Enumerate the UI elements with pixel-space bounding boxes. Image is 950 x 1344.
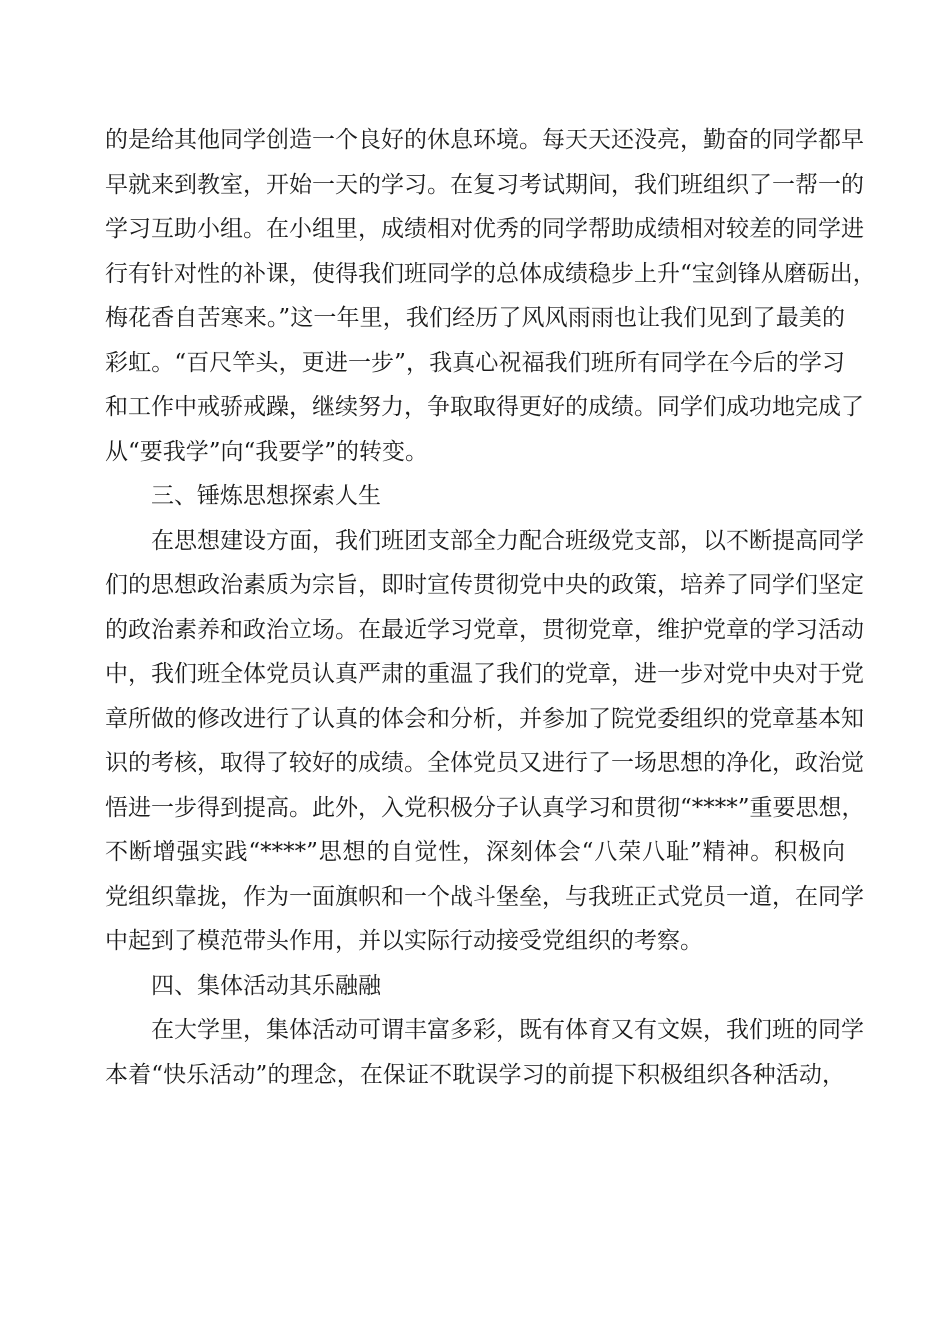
- paragraph-line: 中，我们班全体党员认真严肃的重温了我们的党章，进一步对党中央对于党: [105, 661, 864, 687]
- paragraph-line: 悟进一步得到提高。此外，入党积极分子认真学习和贯彻“****”重要思想，: [105, 794, 865, 821]
- document-body: [105, 118, 876, 1097]
- paragraph-line: 的政治素养和政治立场。在最近学习党章，贯彻党章，维护党章的学习活动: [105, 616, 864, 643]
- paragraph-line: 章所做的修改进行了认真的体会和分析，并参加了院党委组织的党章基本知: [105, 705, 864, 732]
- paragraph-line: 本着“快乐活动”的理念，在保证不耽误学习的前提下积极组织各种活动，: [105, 1061, 845, 1088]
- section-heading: 四、集体活动其乐融融: [151, 972, 381, 999]
- paragraph-line: 彩虹。“百尺竿头，更进一步”，我真心祝福我们班所有同学在今后的学习: [105, 349, 845, 376]
- paragraph-line: 梅花香自苦寒来。”这一年里，我们经历了风风雨雨也让我们见到了最美的: [105, 305, 845, 331]
- paragraph-line: 不断增强实践“****”思想的自觉性，深刻体会“八荣八耻”精神。积极向: [105, 839, 845, 865]
- paragraph-line: 从“要我学”向“我要学”的转变。: [105, 438, 429, 465]
- paragraph-line: 党组织靠拢，作为一面旗帜和一个战斗堡垒，与我班正式党员一道，在同学: [105, 883, 864, 910]
- paragraph-line: 学习互助小组。在小组里，成绩相对优秀的同学帮助成绩相对较差的同学进: [105, 216, 864, 242]
- paragraph-line: 在思想建设方面，我们班团支部全力配合班级党支部，以不断提高同学: [151, 527, 864, 554]
- paragraph-line: 在大学里，集体活动可谓丰富多彩，既有体育又有文娱，我们班的同学: [151, 1017, 864, 1043]
- paragraph-line: 和工作中戒骄戒躁，继续努力，争取取得更好的成绩。同学们成功地完成了: [105, 394, 864, 420]
- paragraph-line: 行有针对性的补课，使得我们班同学的总体成绩稳步上升“宝剑锋从磨砺出，: [105, 260, 876, 287]
- paragraph-line: 们的思想政治素质为宗旨，即时宣传贯彻党中央的政策，培养了同学们坚定: [105, 572, 864, 598]
- paragraph-line: 早就来到教室，开始一天的学习。在复习考试期间，我们班组织了一帮一的: [105, 171, 864, 198]
- paragraph-line: 识的考核，取得了较好的成绩。全体党员又进行了一场思想的净化，政治觉: [105, 750, 864, 776]
- paragraph-line: 的是给其他同学创造一个良好的休息环境。每天天还没亮，勤奋的同学都早: [105, 127, 864, 153]
- section-heading: 三、锤炼思想探索人生: [151, 483, 381, 509]
- paragraph-line: 中起到了模范带头作用，并以实际行动接受党组织的考察。: [105, 928, 703, 954]
